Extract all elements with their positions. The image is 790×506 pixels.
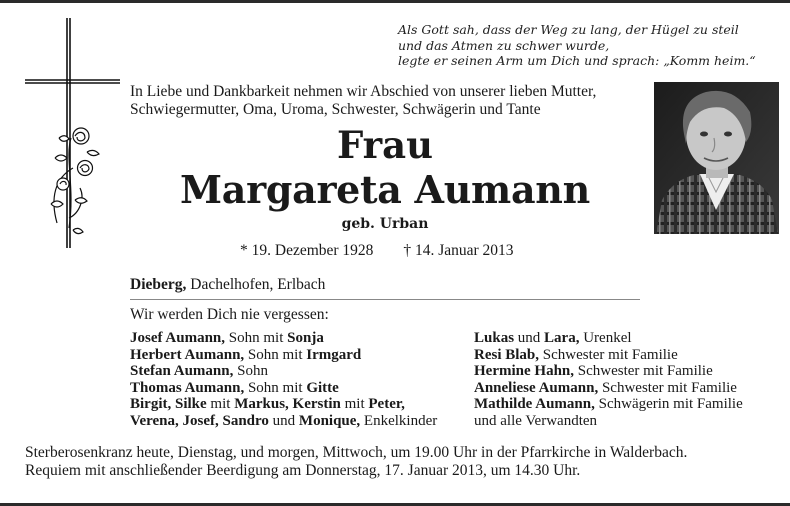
mourner-name: Anneliese Aumann,	[474, 379, 599, 396]
mourner-name: Josef Aumann,	[130, 330, 226, 346]
mourner-relation: Sohn mit	[244, 346, 307, 363]
service-line: Sterberosenkranz heute, Dienstag, und morgen, Mittwoch, um 19.00 Uhr in der Pfarrkirche in Walderbach.	[25, 444, 688, 461]
mourner-relation: und	[514, 330, 545, 346]
mourner-line	[474, 413, 743, 430]
mourner-name: Birgit, Silke	[130, 396, 207, 412]
poem-line: und das Atmen zu schwer wurde,	[398, 37, 610, 53]
mourner-name: Lukas	[474, 330, 515, 346]
mourner-relation: Schwägerin mit Familie	[594, 396, 743, 412]
mourner-line	[130, 330, 437, 347]
mourner-line	[130, 396, 437, 413]
mourner-relation: und alle Verwandten	[474, 412, 598, 429]
residence-main: Dieberg,	[130, 276, 187, 293]
death-date: † 14. Januar 2013	[403, 242, 514, 259]
mourner-relation: Schwester mit Familie	[598, 379, 737, 396]
top-border	[0, 0, 790, 3]
residence-rest: Dachelhofen, Erlbach	[186, 276, 326, 293]
mourner-name: Irmgard	[306, 346, 362, 363]
cross-with-roses-icon	[25, 18, 120, 248]
mourner-line	[130, 363, 437, 380]
mourner-relation: Urenkel	[579, 330, 632, 346]
mourner-relation: Sohn mit	[225, 330, 288, 346]
mourners-list-right	[474, 330, 743, 429]
mourner-line	[474, 396, 743, 413]
mourner-line	[130, 380, 437, 397]
intro-text	[130, 83, 596, 119]
mourners-list-left	[130, 330, 437, 429]
mourner-name: Markus, Kerstin	[234, 396, 341, 412]
mourner-relation: Sohn mit	[244, 379, 307, 396]
mourner-name: Thomas Aumann,	[130, 379, 245, 396]
remembrance-line: Wir werden Dich nie vergessen:	[130, 306, 329, 323]
mourner-line	[474, 347, 743, 364]
birth-name: geb. Urban	[341, 216, 429, 232]
mourner-name: Resi Blab,	[474, 346, 540, 363]
mourner-name: Stefan Aumann,	[130, 363, 234, 379]
divider	[130, 299, 640, 300]
mourner-name: Monique,	[298, 412, 361, 429]
mourner-relation: und	[268, 412, 299, 429]
life-dates	[240, 242, 514, 260]
mourner-line	[474, 330, 743, 347]
mourner-name: Lara,	[544, 330, 580, 346]
intro-line: Schwiegermutter, Oma, Uroma, Schwester, Schwägerin und Tante	[130, 101, 541, 118]
mourner-name: Hermine Hahn,	[474, 363, 574, 379]
poem-line: legte er seinen Arm um Dich und sprach: „Komm heim.“	[398, 53, 756, 68]
poem	[398, 22, 756, 69]
mourner-relation: mit	[340, 396, 369, 412]
mourner-relation: Schwester mit Familie	[539, 346, 678, 363]
mourner-relation: Enkelkinder	[360, 412, 438, 429]
poem-line: Als Gott sah, dass der Weg zu lang, der Hügel zu steil	[398, 22, 739, 37]
mourner-name: Mathilde Aumann,	[474, 396, 595, 412]
mourner-name: Verena, Josef, Sandro	[130, 412, 269, 429]
mourner-line	[474, 363, 743, 380]
deceased-name: Margareta Aumann	[180, 167, 590, 212]
mourner-name: Peter,	[368, 396, 405, 412]
mourner-relation: mit	[206, 396, 235, 412]
title-salutation: Frau	[337, 123, 433, 167]
mourner-name: Sonja	[287, 330, 324, 346]
residence	[130, 276, 325, 294]
mourner-line	[130, 347, 437, 364]
mourner-relation: Schwester mit Familie	[574, 363, 713, 379]
mourner-name: Gitte	[306, 379, 339, 396]
mourner-relation: Sohn	[233, 363, 268, 379]
mourner-line	[474, 380, 743, 397]
portrait-photo	[654, 82, 779, 234]
intro-line: In Liebe und Dankbarkeit nehmen wir Abschied von unserer lieben Mutter,	[130, 83, 597, 100]
service-line: Requiem mit anschließender Beerdigung am Donnerstag, 17. Januar 2013, um 14.30 Uhr.	[25, 462, 581, 479]
birth-date: * 19. Dezember 1928	[240, 242, 374, 259]
service-info	[25, 444, 687, 480]
mourner-name: Herbert Aumann,	[130, 346, 245, 363]
mourner-line	[130, 413, 437, 430]
